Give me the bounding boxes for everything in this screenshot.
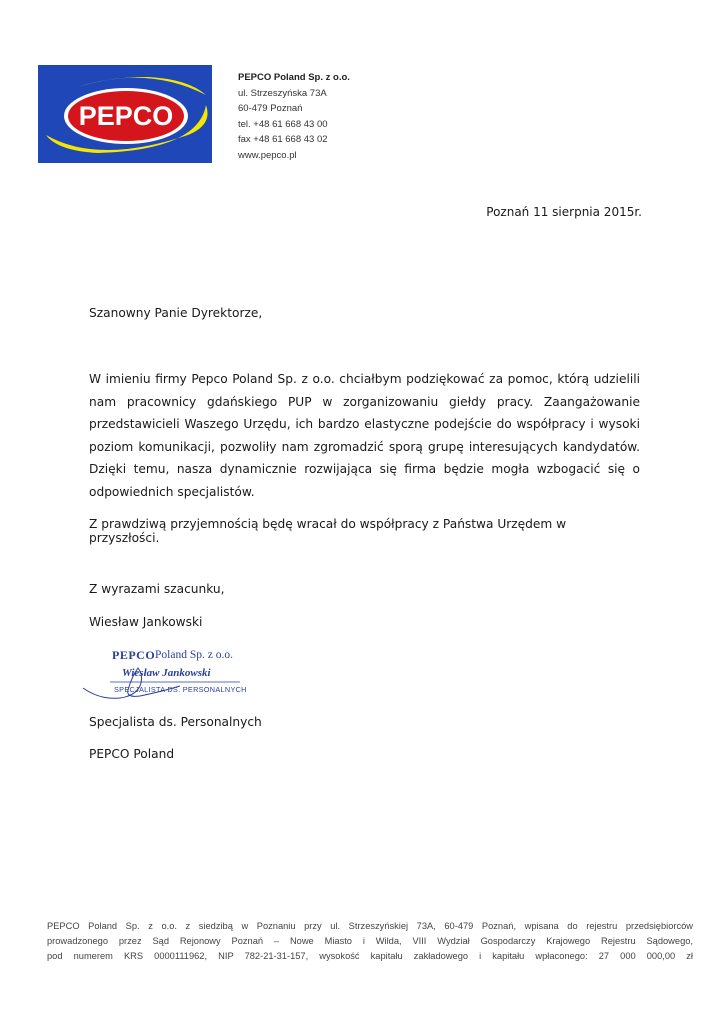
- stamp-company: Poland Sp. z o.o.: [155, 649, 233, 661]
- signer-company: PEPCO Poland: [89, 747, 175, 761]
- pepco-logo: [38, 65, 212, 163]
- logo-text: PEPCO: [78, 101, 174, 131]
- company-fax: fax +48 61 668 43 02: [238, 134, 328, 145]
- company-street: ul. Strzeszyńska 73A: [238, 87, 327, 99]
- pepco-logo-graphic: [38, 65, 212, 163]
- signer-name: Wiesław Jankowski: [89, 615, 203, 629]
- stamp-role: SPECJALISTA DS. PERSONALNYCH: [114, 685, 247, 694]
- company-name: PEPCO Poland Sp. z o.o.: [238, 72, 350, 83]
- stamp-brand: PEPCO: [112, 648, 156, 662]
- signer-position: Specjalista ds. Personalnych: [89, 715, 262, 729]
- salutation: Szanowny Panie Dyrektorze,: [89, 306, 263, 320]
- body-paragraph: W imieniu firmy Pepco Poland Sp. z o.o. chciałbym podziękować za pomoc, którą udzielili nam pracownicy gdańskiego PUP w zorganizowaniu giełdy pracy. Zaangażowanie przedstawicieli Waszego Urzędu, ich bardzo elastyczne podejście do współpracy i wysoki poziom komunikacji, pozwoliły nam zgromadzić sporą grupę interesujących kandydatów. Dzięki temu, nasza dynamicznie rozwijająca się firma będzie mogła wzbogacić się o odpowiednich specjalistów.: [89, 372, 640, 499]
- signature-stamp: [80, 646, 255, 704]
- closing-paragraph: Z prawdziwą przyjemnością będę wracał do współpracy z Państwa Urzędem w przyszłości.: [89, 517, 567, 545]
- company-tel: tel. +48 61 668 43 00: [238, 118, 328, 130]
- footer-line: PEPCO Poland Sp. z o.o. z siedzibą w Poznaniu przy ul. Strzeszyńskiej 73A, 60-479 Poznań, wpisana do rejestru przedsiębiorców: [47, 921, 693, 931]
- company-city: 60-479 Poznań: [238, 103, 303, 114]
- letter-date: Poznań 11 sierpnia 2015r.: [486, 205, 642, 219]
- footer-line: prowadzonego przez Sąd Rejonowy Poznań – Nowe Miasto i Wilda, VIII Wydział Gospodarczy Krajowego Rejestru Sądowego,: [47, 936, 693, 946]
- footer-line: pod numerem KRS 0000111962, NIP 782-21-31-157, wysokość kapitału zakładowego i kapitału wpłaconego: 27 000 000,00 zł: [47, 951, 693, 961]
- legal-footer: [47, 919, 693, 964]
- regards: Z wyrazami szacunku,: [89, 582, 225, 596]
- company-web: www.pepco.pl: [238, 149, 297, 161]
- company-header: [238, 70, 350, 163]
- stamp-person: Wiesław Jankowski: [122, 667, 211, 679]
